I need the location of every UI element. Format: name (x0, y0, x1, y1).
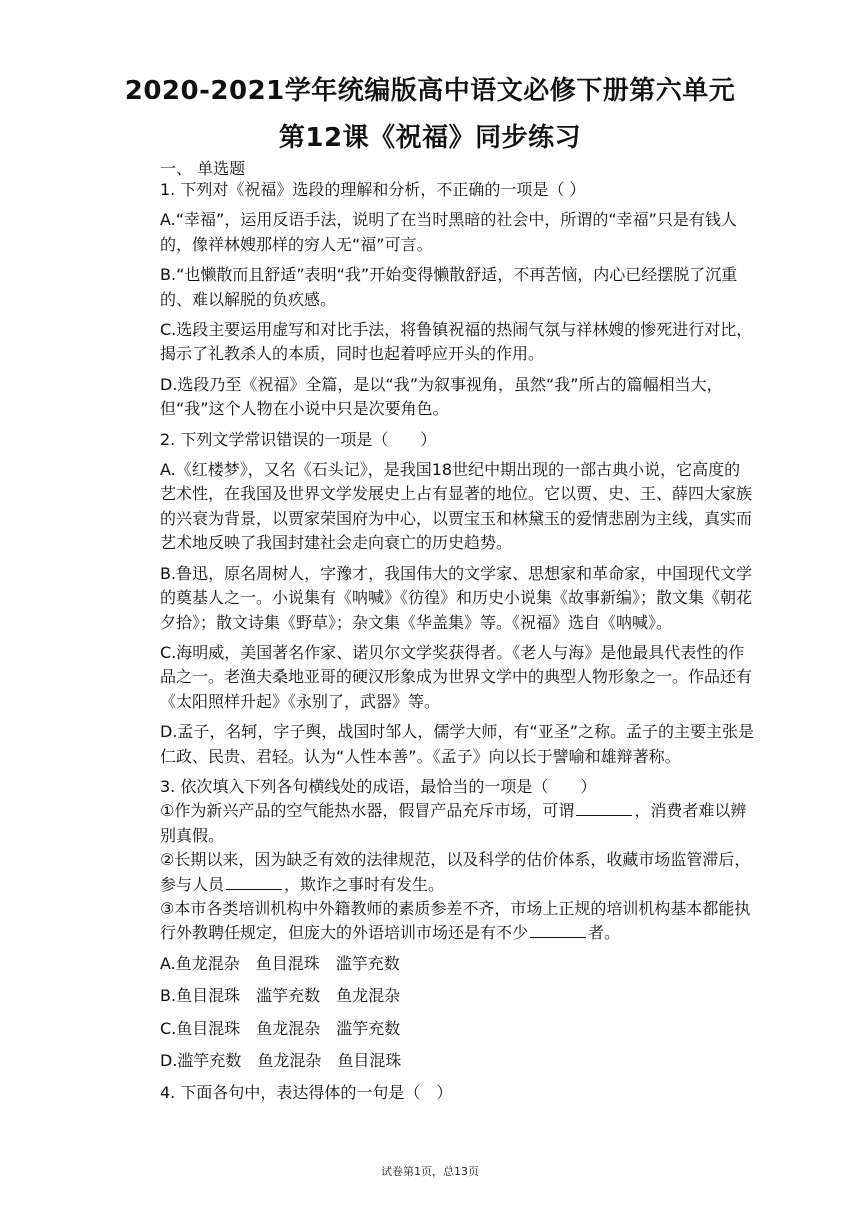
fill-blank-1 (576, 801, 632, 816)
sentence-3-after-blank: 者。 (588, 923, 621, 943)
sentence-2-after-blank: ，欺诈之事时有发生。 (284, 874, 445, 894)
section-heading: 一、 单选题 (160, 159, 246, 178)
question-4-stem: 4. 下面各句中，表达得体的一句是（ ） (160, 1083, 453, 1103)
page-footer: 试卷第1页，总13页 (381, 1165, 479, 1178)
question-1-option-b: B.“也懒散而且舒适”表明“我”开始变得懒散舒适，不再苦恼，内心已经摆脱了沉重的、难以解脱的负疚感。 (160, 265, 738, 309)
question-2-option-d: D.孟子，名轲，字子舆，战国时邹人，儒学大师，有“亚圣”之称。孟子的主要主张是仁政、民贵、君轻。认为“人性本善”。《孟子》向以长于譬喻和雄辩著称。 (160, 722, 754, 766)
question-3-option-b: B.鱼目混珠 滥竽充数 鱼龙混杂 (160, 986, 401, 1006)
question-3-option-a: A.鱼龙混杂 鱼目混珠 滥竽充数 (160, 953, 400, 973)
question-3-option-d: D.滥竽充数 鱼龙混杂 鱼目混珠 (160, 1051, 402, 1070)
question-2-stem: 2. 下列文学常识错误的一项是（ ） (160, 429, 437, 449)
question-3-option-c: C.鱼目混珠 鱼龙混杂 滥竽充数 (160, 1018, 401, 1038)
question-3-stem: 3. 依次填入下列各句横线处的成语，最恰当的一项是（ ） (160, 776, 597, 796)
sentence-3-before-blank: ③本市各类培训机构中外籍教师的素质参差不齐，市场上正规的培训机构基本都能执行外教聘任规定，但庞大的外语培训市场还是有不少 (160, 898, 751, 943)
fill-blank-2 (226, 875, 282, 890)
fill-blank-3 (530, 923, 586, 938)
sentence-2-before-blank: ②长期以来，因为缺乏有效的法律规范，以及科学的估价体系，收藏市场监管滞后，参与人员 (160, 850, 751, 894)
question-1-stem: 1. 下列对《祝福》选段的理解和分析，不正确的一项是（ ） (160, 180, 586, 199)
question-1-option-a: A.“幸福”，运用反语手法，说明了在当时黑暗的社会中，所谓的“幸福”只是有钱人的，像祥林嫂那样的穷人无“福”可言。 (160, 210, 737, 254)
question-1-option-c: C.选段主要运用虚写和对比手法，将鲁镇祝福的热闹气氛与祥林嫂的惨死进行对比，揭示了礼教杀人的本质，同时也起着呼应开头的作用。 (160, 320, 753, 364)
question-list (160, 178, 755, 1112)
sentence-1-before-blank: ①作为新兴产品的空气能热水器，假冒产品充斥市场，可谓 (160, 801, 575, 821)
question-2-option-a: A.《红楼梦》，又名《石头记》，是我国18世纪中期出现的一部古典小说，它高度的艺术性，在我国及世界文学发展史上占有显著的地位。它以贾、史、王、薛四大家族的兴衰为背景，以贾家荣国府为中心，以贾宝玉和林黛玉的爱情悲剧为主线，真实而艺术地反映了我国封建社会走向衰亡的历史趋势。 (160, 460, 753, 553)
question-1-option-d: D.选段乃至《祝福》全篇，是以“我”为叙事视角，虽然“我”所占的篇幅相当大，但“我”这个人物在小说中只是次要角色。 (160, 374, 723, 419)
question-3-sentence-2 (160, 848, 755, 897)
document-title-line-1: 2020-2021学年统编版高中语文必修下册第六单元 (124, 76, 736, 106)
question-3-sentence-3 (160, 897, 755, 946)
question-2-option-c: C.海明威，美国著名作家、诺贝尔文学奖获得者。《老人与海》是他最具代表性的作品之一。老渔夫桑地亚哥的硬汉形象成为世界文学中的典型人物形象之一。作品还有《太阳照样升起》《永别了，武器》等。 (160, 642, 753, 711)
question-2-option-b: B.鲁迅，原名周树人，字豫才，我国伟大的文学家、思想家和革命家，中国现代文学的奠基人之一。小说集有《呐喊》《彷徨》和历史小说集《故事新编》；散文集《朝花夕拾》；散文诗集《野草》；杂文集《华盖集》等。《祝福》选自《呐喊》。 (160, 563, 753, 632)
sentence-1-after-blank: ，消费者难以辨别真假。 (160, 801, 747, 845)
question-3-sentence-1 (160, 799, 755, 848)
document-title-line-2: 第12课《祝福》同步练习 (278, 123, 582, 153)
